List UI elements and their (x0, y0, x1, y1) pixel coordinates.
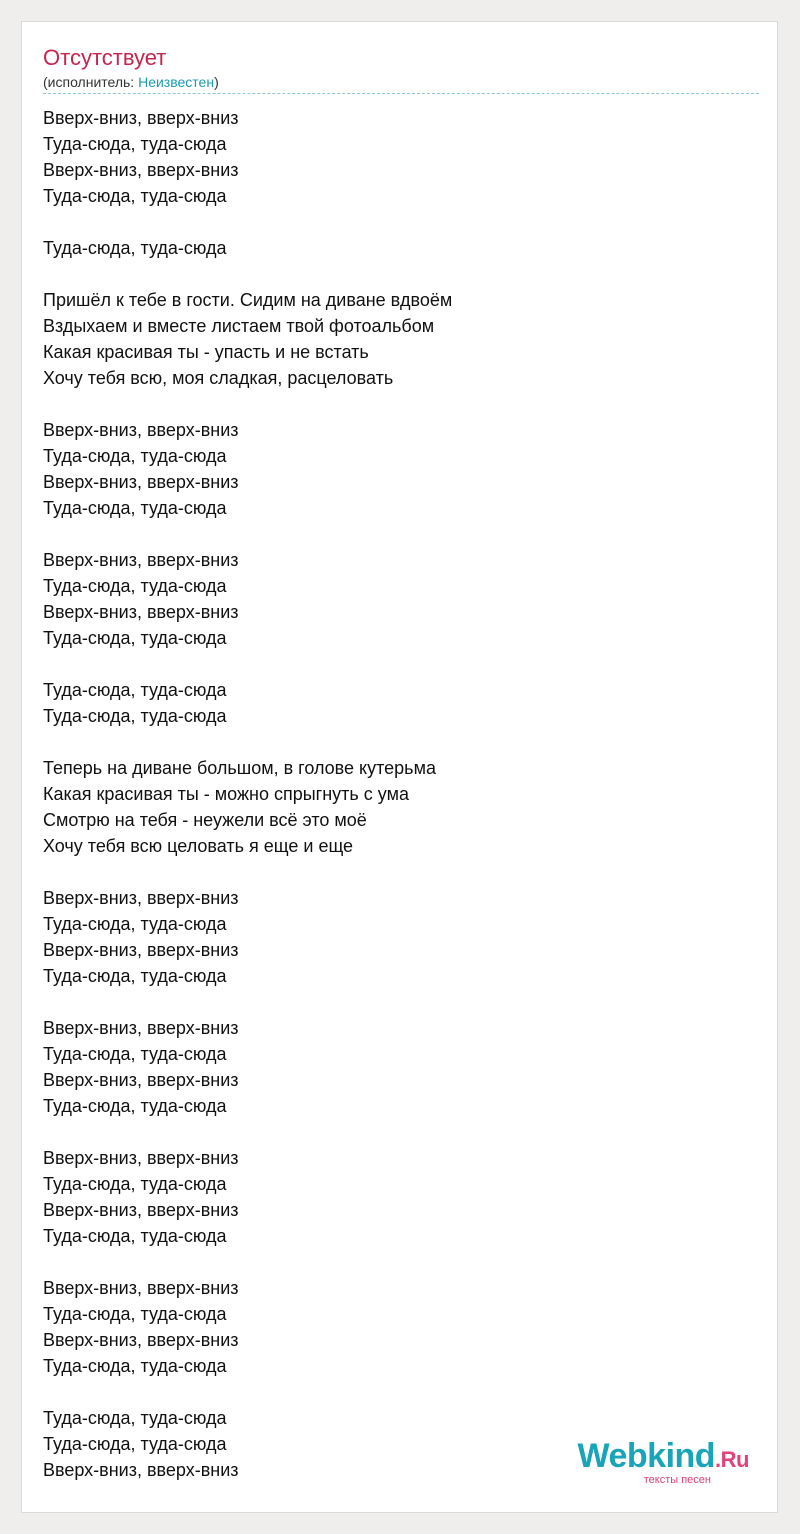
lyric-line: Хочу тебя всю, моя сладкая, расцеловать (43, 368, 394, 388)
lyric-line: Туда-сюда, туда-сюда (43, 1408, 227, 1428)
lyric-line: Вверх-вниз, вверх-вниз (43, 160, 239, 180)
lyric-line: Пришёл к тебе в гости. Сидим на диване вдвоём (43, 290, 453, 310)
stanza-break (43, 391, 452, 417)
lyric-line: Вздыхаем и вместе листаем твой фотоальбом (43, 316, 435, 336)
lyric-line: Вверх-вниз, вверх-вниз (43, 1330, 239, 1350)
lyric-line: Туда-сюда, туда-сюда (43, 134, 227, 154)
lyric-line: Туда-сюда, туда-сюда (43, 186, 227, 206)
lyric-line: Вверх-вниз, вверх-вниз (43, 1278, 239, 1298)
lyric-line: Вверх-вниз, вверх-вниз (43, 1070, 239, 1090)
lyric-line: Туда-сюда, туда-сюда (43, 1096, 227, 1116)
lyric-line: Хочу тебя всю целовать я еще и еще (43, 836, 354, 856)
stanza-break (43, 1119, 452, 1145)
lyric-line: Туда-сюда, туда-сюда (43, 498, 227, 518)
artist-line (43, 73, 219, 91)
lyric-line: Вверх-вниз, вверх-вниз (43, 1018, 239, 1038)
lyric-line: Туда-сюда, туда-сюда (43, 1434, 227, 1454)
stanza-break (43, 729, 452, 755)
lyric-line: Какая красивая ты - можно спрыгнуть с ума (43, 784, 409, 804)
stanza-break (43, 521, 452, 547)
title-divider (43, 93, 759, 94)
logo-brand: Webkind (577, 1437, 716, 1475)
site-logo[interactable] (578, 1439, 750, 1486)
stanza-break (43, 989, 452, 1015)
lyric-line: Туда-сюда, туда-сюда (43, 446, 227, 466)
lyric-line: Туда-сюда, туда-сюда (43, 238, 227, 258)
lyrics-card (21, 21, 778, 1513)
lyric-line: Вверх-вниз, вверх-вниз (43, 1148, 239, 1168)
lyric-line: Вверх-вниз, вверх-вниз (43, 420, 239, 440)
stanza-break (43, 1249, 452, 1275)
lyric-line: Вверх-вниз, вверх-вниз (43, 1460, 239, 1480)
artist-prefix: (исполнитель: (43, 74, 139, 90)
lyric-line: Теперь на диване большом, в голове кутерьма (43, 758, 436, 778)
lyric-line: Смотрю на тебя - неужели всё это моё (43, 810, 367, 830)
song-title: Отсутствует (43, 45, 167, 70)
lyric-line: Туда-сюда, туда-сюда (43, 1226, 227, 1246)
stanza-break (43, 209, 452, 235)
lyric-line: Вверх-вниз, вверх-вниз (43, 940, 239, 960)
artist-suffix: ) (214, 74, 219, 90)
lyric-line: Туда-сюда, туда-сюда (43, 628, 227, 648)
lyric-line: Вверх-вниз, вверх-вниз (43, 602, 239, 622)
stanza-break (43, 859, 452, 885)
artist-link[interactable]: Неизвестен (138, 74, 215, 90)
stanza-break (43, 1379, 452, 1405)
stanza-break (43, 651, 452, 677)
lyric-line: Туда-сюда, туда-сюда (43, 1356, 227, 1376)
lyric-line: Туда-сюда, туда-сюда (43, 706, 227, 726)
lyric-line: Туда-сюда, туда-сюда (43, 576, 227, 596)
lyric-line: Какая красивая ты - упасть и не встать (43, 342, 369, 362)
logo-tagline: тексты песен (643, 1474, 711, 1486)
lyric-line: Вверх-вниз, вверх-вниз (43, 472, 239, 492)
lyrics-text (43, 105, 452, 1483)
lyric-line: Вверх-вниз, вверх-вниз (43, 1200, 239, 1220)
lyric-line: Туда-сюда, туда-сюда (43, 1174, 227, 1194)
lyric-line: Вверх-вниз, вверх-вниз (43, 550, 239, 570)
logo-tld: .Ru (715, 1447, 749, 1472)
stanza-break (43, 261, 452, 287)
lyric-line: Туда-сюда, туда-сюда (43, 1044, 227, 1064)
lyric-line: Туда-сюда, туда-сюда (43, 966, 227, 986)
lyric-line: Вверх-вниз, вверх-вниз (43, 108, 239, 128)
lyric-line: Туда-сюда, туда-сюда (43, 914, 227, 934)
lyric-line: Вверх-вниз, вверх-вниз (43, 888, 239, 908)
lyric-line: Туда-сюда, туда-сюда (43, 680, 227, 700)
lyric-line: Туда-сюда, туда-сюда (43, 1304, 227, 1324)
